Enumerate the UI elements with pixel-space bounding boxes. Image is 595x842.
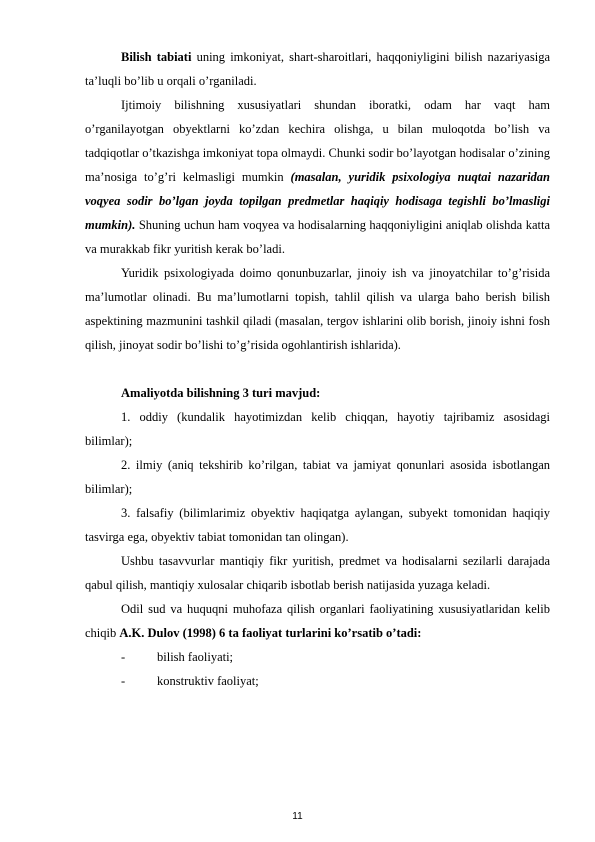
emphasis-example: (masalan, yuridik psixologiya nuqtai nazaridan voqyea sodir bo’lgan joyda topilgan predmetlar haqiqiy hodisaga tegishli bo’lmasligi mumkin).: [85, 170, 550, 232]
term-bilish-tabiati: Bilish tabiati: [121, 50, 192, 64]
paragraph-bilish-tabiati: [85, 45, 550, 93]
list-item-text: 3. falsafiy (bilimlarimiz obyektiv haqiqatga aylangan, subyekt tomonidan haqiqiy tasvirga ega, obyektiv tabiat tomonidan tan olingan).: [85, 506, 550, 544]
dash-list-item: [85, 669, 550, 693]
paragraph-text: uning imkoniyat, shart-sharoitlari, haqqoniyligini bilish nazariyasiga ta’luqli bo’lib u orqali o’rganiladi.: [85, 50, 550, 88]
dash-bullet: -: [121, 674, 126, 688]
dash-bullet: -: [121, 650, 126, 664]
list-item-text: 2. ilmiy (aniq tekshirib ko’rilgan, tabiat va jamiyat qonunlari asosida isbotlangan bilimlar);: [85, 458, 550, 496]
paragraph-ijtimoiy-bilish: [85, 93, 550, 261]
dash-list-item: [85, 645, 550, 669]
paragraph-text: Odil sud va huquqni muhofaza qilish organlari faoliyatining xususiyatlaridan kelib chiqib: [85, 602, 550, 640]
document-body: [85, 45, 550, 693]
paragraph-tasavvurlar: [85, 549, 550, 597]
list-item-ilmiy: [85, 453, 550, 501]
section-heading: [85, 381, 550, 405]
paragraph-yuridik-psixologiya: [85, 261, 550, 357]
dash-list-text: bilish faoliyati;: [157, 650, 234, 664]
list-item-oddiy: [85, 405, 550, 453]
page-number: 11: [292, 811, 303, 822]
paragraph-text: Yuridik psixologiyada doimo qonunbuzarlar, jinoiy ish va jinoyatchilar to’g’risida ma’lumotlar olinadi. Bu ma’lumotlarni topish, tahlil qilish va ularga baho berish bilish aspektining mazmunini tashkil qiladi (masalan, tergov ishlarini olib borish, jinoiy ishni fosh qilish, jinoyat sodir bo’lishi to’g’risida ogohlantirish ishlarida).: [85, 266, 550, 352]
list-item-text: 1. oddiy (kundalik hayotimizdan kelib chiqqan, hayotiy tajribamiz asosidagi bilimlar);: [85, 410, 550, 448]
paragraph-text: Ushbu tasavvurlar mantiqiy fikr yuritish, predmet va hodisalarni sezilarli darajada qabul qilish, mantiqiy xulosalar chiqarib isbotlab berish natijasida yuzaga keladi.: [85, 554, 550, 592]
dash-list-text: konstruktiv faoliyat;: [157, 674, 259, 688]
list-item-falsafiy: [85, 501, 550, 549]
paragraph-odil-sud: [85, 597, 550, 645]
heading-text: Amaliyotda bilishning 3 turi mavjud:: [121, 386, 321, 400]
citation-dulov: A.K. Dulov (1998) 6 ta faoliyat turlarini ko’rsatib o’tadi:: [119, 626, 422, 640]
paragraph-text: Ijtimoiy bilishning xususiyatlari shundan iboratki, odam har vaqt ham o’rganilayotgan obyektlarni ko’zdan kechira olishga, u bilan muloqotda bo’lish va tadqiqotlar o’tkazishga imkoniyat topa olmaydi. Chunki sodir bo’layotgan hodisalar o’zining ma’nosiga to’g’ri kelmasligi mumkin: [85, 98, 550, 184]
paragraph-text: Shuning uchun ham voqyea va hodisalarning haqqoniyligini aniqlab olishda katta va murakkab fikr yuritish kerak bo’ladi.: [85, 218, 550, 256]
